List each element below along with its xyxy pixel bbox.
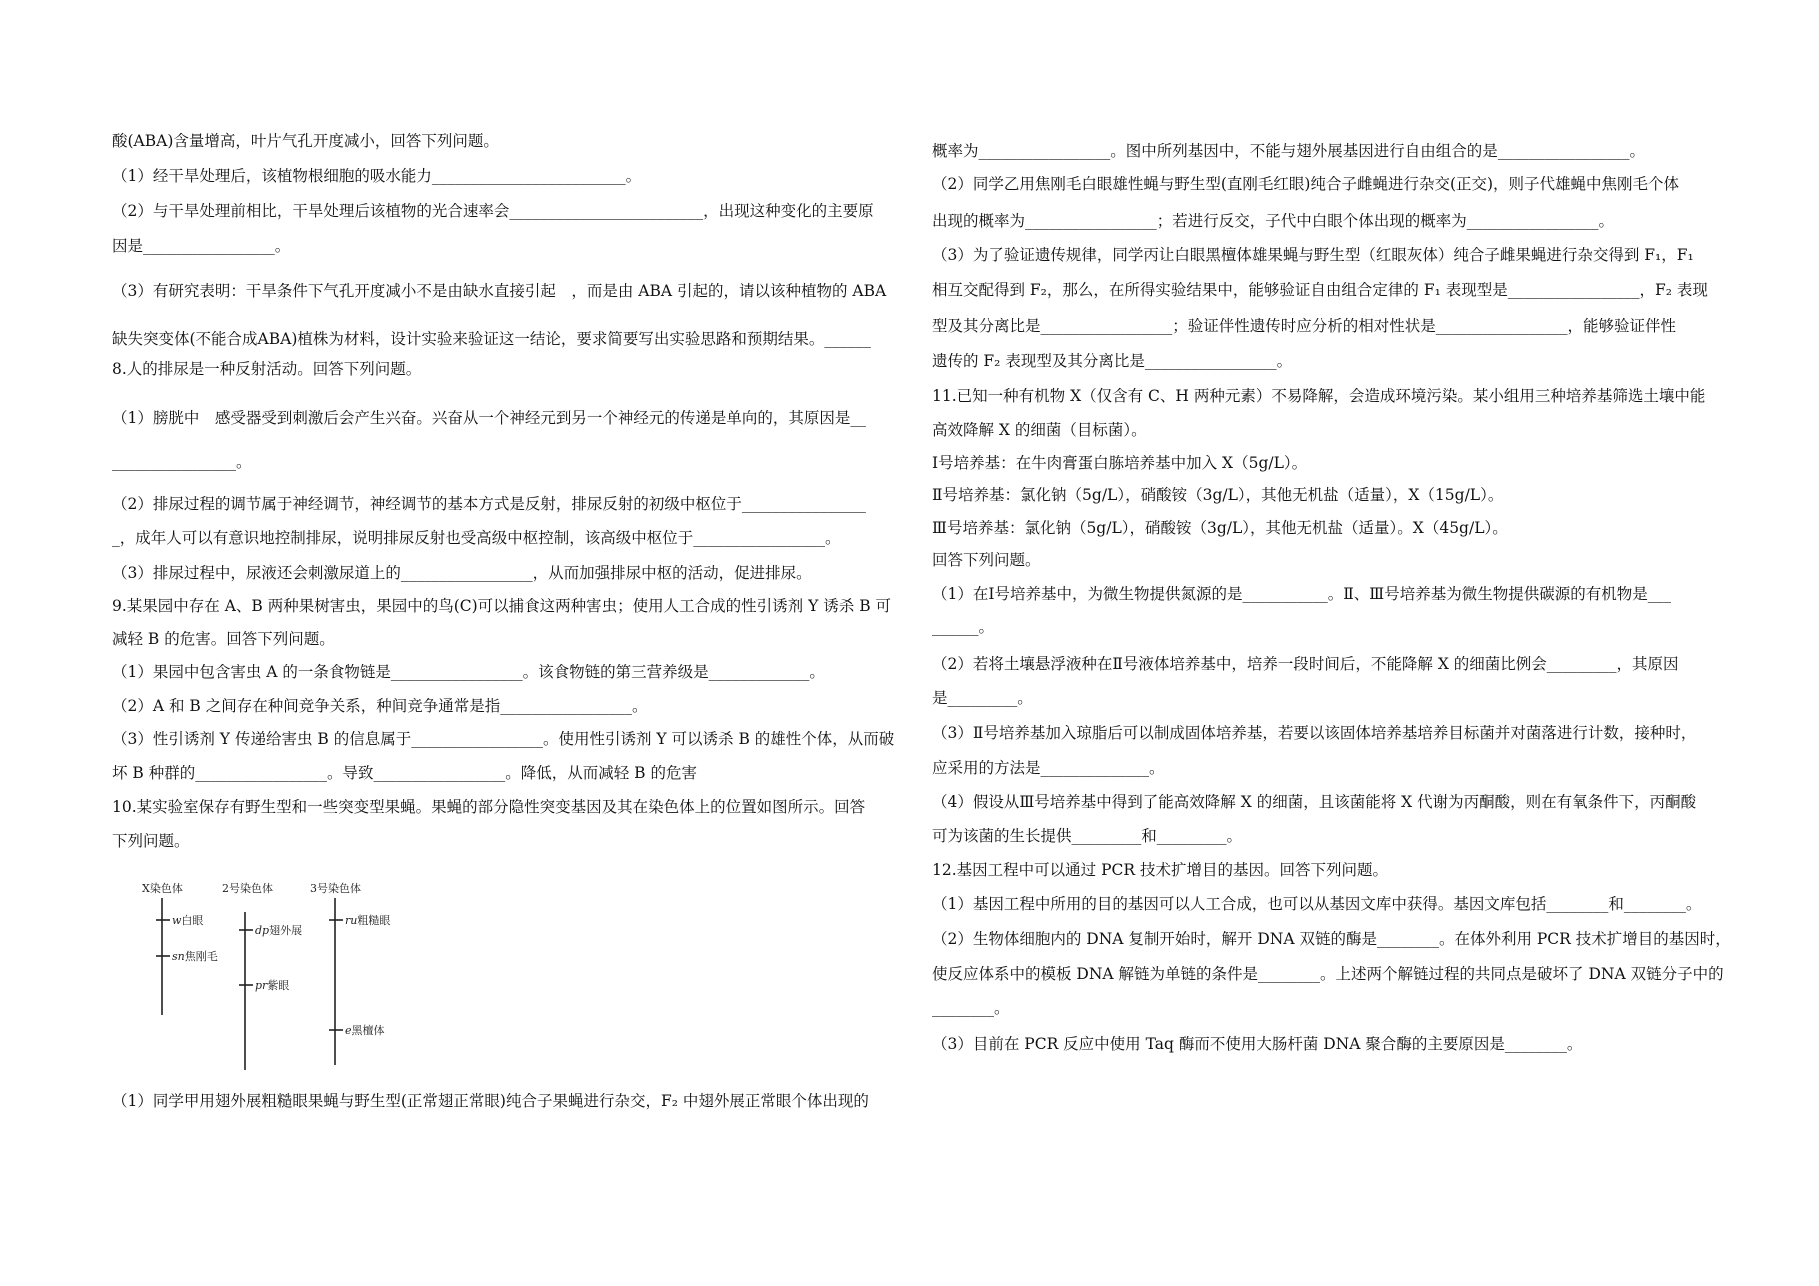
chromosome-header: 3号染色体 [310,882,361,895]
text-line: 是_________。 [932,689,1033,707]
text-line: （3）Ⅱ号培养基加入琼脂后可以制成固体培养基，若要以该固体培养基培养目标菌并对菌落进行计数，接种时， [932,724,1697,742]
text-line: （1）基因工程中所用的目的基因可以人工合成，也可以从基因文库中获得。基因文库包括________和________。 [932,895,1702,913]
text-line: （3）排尿过程中，尿液还会刺激尿道上的_________________，从而加强排尿中枢的活动，促进排尿。 [112,564,812,582]
text-line: 8.人的排尿是一种反射活动。回答下列问题。 [112,360,422,378]
text-line: 酸(ABA)含量增高，叶片气孔开度减小，回答下列问题。 [112,132,499,150]
text-line: 因是_________________。 [112,237,291,255]
text-line: （3）有研究表明：干旱条件下气孔开度减小不是由缺水直接引起 ，而是由 ABA 引起的，请以该种植物的 ABA [112,282,887,300]
text-line: （3）目前在 PCR 反应中使用 Taq 酶而不使用大肠杆菌 DNA 聚合酶的主要原因是________。 [932,1035,1583,1053]
text-line: ______。 [932,618,995,636]
text-line: 使反应体系中的模板 DNA 解链为单链的条件是________。上述两个解链过程的共同点是破坏了 DNA 双链分子中的 [932,965,1724,983]
text-line: 回答下列问题。 [932,551,1041,569]
text-line: （1）果园中包含害虫 A 的一条食物链是_________________。该食物链的第三营养级是_____________。 [112,663,825,681]
text-line: （2）生物体细胞内的 DNA 复制开始时，解开 DNA 双链的酶是________。在体外利用 PCR 技术扩增目的基因时， [932,930,1731,948]
text-line: （1）在Ⅰ号培养基中，为微生物提供氮源的是___________。Ⅱ、Ⅲ号培养基为微生物提供碳源的有机物是___ [932,585,1671,603]
text-line: Ⅲ号培养基：氯化钠（5g/L），硝酸铵（3g/L），其他无机盐（适量）。X（45g/L）。 [932,519,1508,537]
text-line: 下列问题。 [112,832,190,850]
text-line: 相互交配得到 F₂，那么，在所得实验结果中，能够验证自由组合定律的 F₁ 表现型是_________________，F₂ 表现 [932,281,1708,299]
gene-label [255,978,289,992]
gene-label [345,1023,385,1037]
gene-trait: 黑檀体 [351,1024,385,1037]
text-line: （2）同学乙用焦刚毛白眼雄性蝇与野生型(直刚毛红眼)纯合子雌蝇进行杂交(正交)，则子代雄蝇中焦刚毛个体 [932,175,1680,193]
text-line: 遗传的 F₂ 表现型及其分离比是_________________。 [932,352,1293,370]
text-line: （1）同学甲用翅外展粗糙眼果蝇与野生型(正常翅正常眼)纯合子果蝇进行杂交，F₂ 中翅外展正常眼个体出现的 [112,1092,869,1110]
gene-trait: 紫眼 [267,979,290,992]
text-line: 高效降解 X 的细菌（目标菌）。 [932,421,1147,439]
gene-trait: 粗糙眼 [357,914,391,927]
text-line: （2）与干旱处理前相比，干旱处理后该植物的光合速率会_________________________，出现这种变化的主要原 [112,202,874,220]
gene-label [172,949,218,963]
text-line: （2）A 和 B 之间存在种间竞争关系，种间竞争通常是指_________________。 [112,697,648,715]
text-line: （2）排尿过程的调节属于神经调节，神经调节的基本方式是反射，排尿反射的初级中枢位于________________ [112,495,866,513]
gene-symbol: sn [172,950,185,963]
text-line: 可为该菌的生长提供_________和_________。 [932,827,1243,845]
gene-label [345,913,390,927]
gene-label [172,914,203,927]
text-line: 12.基因工程中可以通过 PCR 技术扩增目的基因。回答下列问题。 [932,861,1388,879]
text-line: 概率为_________________。图中所列基因中，不能与翅外展基因进行自由组合的是_________________。 [932,142,1646,160]
gene-trait: 焦刚毛 [184,950,218,963]
gene-symbol: e [345,1024,352,1037]
text-line: （1）膀胱中 感受器受到刺激后会产生兴奋。兴奋从一个神经元到另一个神经元的传递是单向的，其原因是__ [112,409,866,427]
text-line: 坏 B 种群的_________________。导致_________________。降低，从而减轻 B 的危害 [112,764,697,782]
gene-label [255,923,302,937]
text-line: （3）性引诱剂 Y 传递给害虫 B 的信息属于_________________。使用性引诱剂 Y 可以诱杀 B 的雄性个体，从而破 [112,730,895,748]
gene-symbol: w [172,914,182,927]
text-line: （3）为了验证遗传规律，同学丙让白眼黑檀体雄果蝇与野生型（红眼灰体）纯合子雌果蝇进行杂交得到 F₁，F₁ [932,246,1694,264]
gene-trait: 白眼 [181,914,204,927]
text-line: （1）经干旱处理后，该植物根细胞的吸水能力_________________________。 [112,167,642,185]
text-line: 出现的概率为_________________；若进行反交，子代中白眼个体出现的概率为_________________。 [932,212,1615,230]
text-line: 应采用的方法是______________。 [932,759,1165,777]
chromosome-header: X染色体 [142,882,183,895]
text-line: （4）假设从Ⅲ号培养基中得到了能高效降解 X 的细菌，且该菌能将 X 代谢为丙酮酸，则在有氧条件下，丙酮酸 [932,793,1697,811]
text-line: ________________。 [112,453,252,471]
text-line: 9.某果园中存在 A、B 两种果树害虫，果园中的鸟(C)可以捕食这两种害虫；使用人工合成的性引诱剂 Y 诱杀 B 可 [112,597,892,615]
chromosome-diagram [130,880,420,1080]
text-line: 11.已知一种有机物 X（仅含有 C、H 两种元素）不易降解，会造成环境污染。某小组用三种培养基筛选土壤中能 [932,387,1706,405]
text-line: Ⅱ号培养基：氯化钠（5g/L），硝酸铵（3g/L），其他无机盐（适量），X（15g/L）。 [932,486,1504,504]
text-line: Ⅰ号培养基：在牛肉膏蛋白胨培养基中加入 X（5g/L）。 [932,454,1308,472]
text-line: 缺失突变体(不能合成ABA)植株为材料，设计实验来验证这一结论，要求简要写出实验思路和预期结果。______ [112,330,871,348]
text-line: _，成年人可以有意识地控制排尿，说明排尿反射也受高级中枢控制，该高级中枢位于_________________。 [112,529,841,547]
chromosome-header: 2号染色体 [222,882,273,895]
text-line: ________。 [932,999,1010,1017]
gene-symbol: pr [255,979,268,992]
gene-trait: 翅外展 [269,924,303,937]
text-line: 减轻 B 的危害。回答下列问题。 [112,630,335,648]
text-line: 型及其分离比是_________________；验证伴性遗传时应分析的相对性状是_________________，能够验证伴性 [932,317,1677,335]
text-line: 10.某实验室保存有野生型和一些突变型果蝇。果蝇的部分隐性突变基因及其在染色体上的位置如图所示。回答 [112,798,866,816]
text-line: （2）若将土壤悬浮液种在Ⅱ号液体培养基中，培养一段时间后，不能降解 X 的细菌比例会_________，其原因 [932,655,1679,673]
gene-symbol: dp [255,924,270,937]
gene-symbol: ru [345,914,358,927]
